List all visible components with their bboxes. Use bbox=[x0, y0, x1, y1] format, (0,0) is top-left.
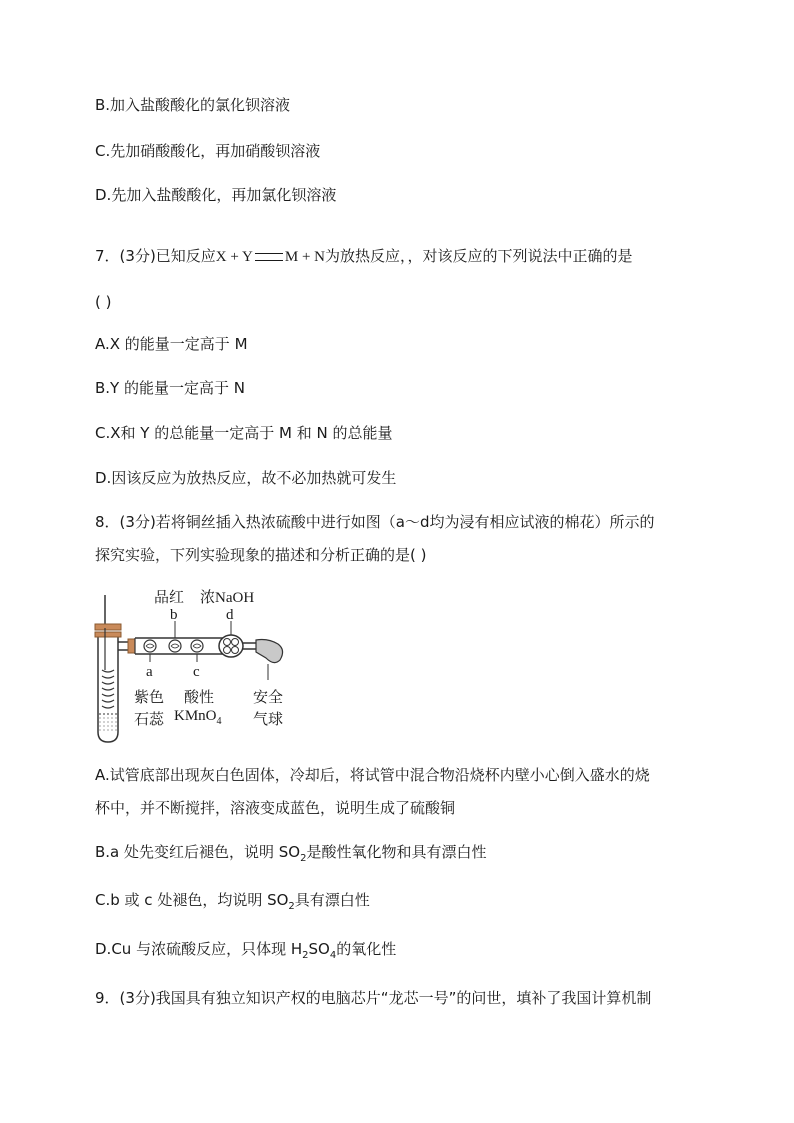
q7-eq-right: M + N bbox=[284, 249, 326, 265]
q8-option-d: D.Cu 与浓硫酸反应，只体现 $H_2SO_4$的氧化性 bbox=[95, 940, 397, 961]
label-d: d bbox=[226, 607, 234, 623]
q7-stem bbox=[95, 246, 633, 267]
label-naoh: 浓NaOH bbox=[200, 590, 255, 606]
q8-option-a-line2: 杯中，并不断搅拌，溶液变成蓝色，说明生成了硫酸铜 bbox=[95, 799, 456, 817]
q8-stem-line2: 探究实验，下列实验现象的描述和分析正确的是( ) bbox=[95, 546, 427, 564]
q6-option-b: B.加入盐酸酸化的氯化钡溶液 bbox=[95, 96, 291, 114]
apparatus-figure bbox=[90, 580, 300, 745]
label-qiqiu: 气球 bbox=[253, 712, 284, 728]
label-suanxing: 酸性 bbox=[184, 690, 215, 706]
label-shirui: 石蕊 bbox=[134, 712, 165, 728]
label-a: a bbox=[146, 664, 153, 680]
q8-option-c: C.b 或 c 处褪色，均说明 $SO_2$具有漂白性 bbox=[95, 891, 370, 912]
label-zise: 紫色 bbox=[134, 690, 165, 706]
q7-option-d: D.因该反应为放热反应，故不必加热就可发生 bbox=[95, 469, 397, 487]
label-pinhong: 品红 bbox=[154, 590, 185, 606]
q8-option-a-line1: A.试管底部出现灰白色固体，冷却后，将试管中混合物沿烧杯内壁小心倒入盛水的烧 bbox=[95, 766, 650, 784]
q7-suffix: 为放热反应，，对该反应的下列说法中正确的是 bbox=[325, 247, 633, 265]
reaction-equals-sign bbox=[255, 253, 283, 261]
q7-option-c: C.X和 Y 的总能量一定高于 M 和 N 的总能量 bbox=[95, 424, 393, 442]
q8-option-b: B.a 处先变红后褪色，说明 $SO_2$是酸性氧化物和具有漂白性 bbox=[95, 843, 487, 864]
label-c: c bbox=[193, 664, 200, 680]
q9-stem-line1: 9．(3分)我国具有独立知识产权的电脑芯片“龙芯一号”的问世，填补了我国计算机制 bbox=[95, 989, 652, 1007]
q7-prefix: 7．(3分)已知反应 bbox=[95, 247, 216, 265]
q6-option-c: C.先加硝酸酸化，再加硝酸钡溶液 bbox=[95, 142, 321, 160]
q7-paren: ( ) bbox=[95, 293, 112, 311]
q7-option-b: B.Y 的能量一定高于 N bbox=[95, 379, 245, 397]
q7-eq-left: X + Y bbox=[215, 249, 253, 265]
label-anquan: 安全 bbox=[253, 690, 284, 706]
label-b: b bbox=[170, 607, 178, 623]
label-kmno4: KMnO$_4$ bbox=[174, 708, 222, 727]
q6-option-d: D.先加入盐酸酸化，再加氯化钡溶液 bbox=[95, 186, 337, 204]
q7-option-a: A.X 的能量一定高于 M bbox=[95, 335, 248, 353]
q8-stem-line1: 8．(3分)若将铜丝插入热浓硫酸中进行如图（a～d均为浸有相应试液的棉花）所示的 bbox=[95, 513, 655, 531]
